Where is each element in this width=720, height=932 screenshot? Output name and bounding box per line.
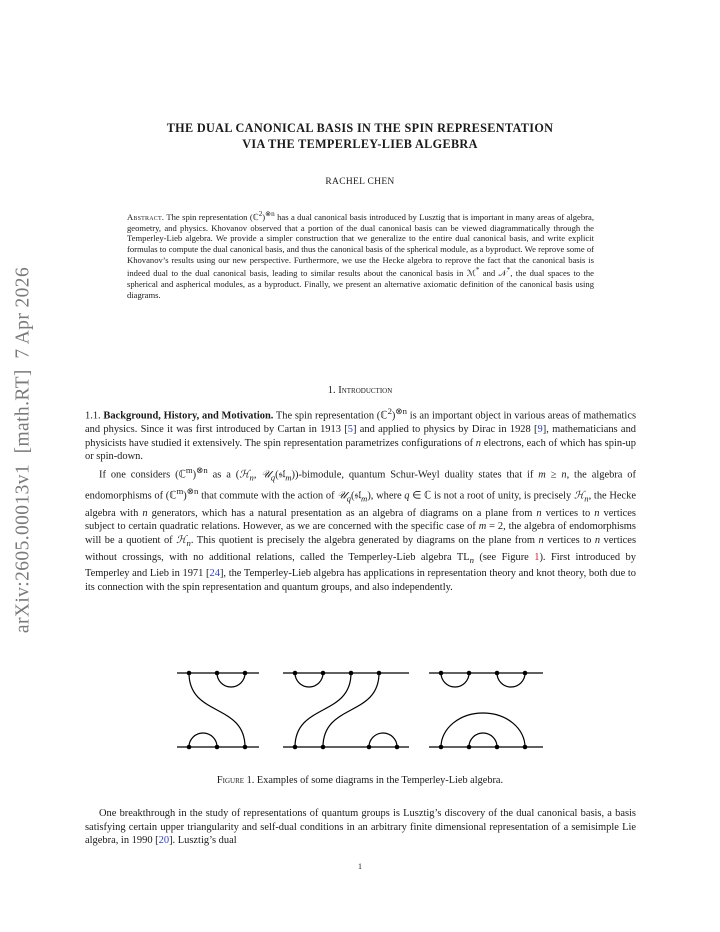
page-number: 1 [358, 862, 362, 871]
vertex-dot [523, 671, 528, 676]
paragraph-background: 1.1. Background, History, and Motivation. The spin representation (ℂ$^2$)$^{\otimes n}$ is an important object in various areas of mathematics and physics. Since it was first introduced by Cartan in 1913 [5] and applied to physics by Dirac in 1928 [9], mathematicians and physicists have studied it extensively. The spin representation parametrizes configurations of n electrons, each of which has spin-up or spin-down. [85, 406, 637, 463]
cap-strand [369, 733, 397, 747]
vertex-dot [395, 745, 400, 750]
vertex-dot [439, 745, 444, 750]
vertex-dot [293, 671, 298, 676]
vertex-dot [495, 745, 500, 750]
citation-link[interactable]: 20 [158, 835, 170, 847]
figure-caption-text: Examples of some diagrams in the Temperley-Lieb algebra. [254, 775, 504, 786]
introduction-body [85, 405, 636, 595]
cup-strand [497, 673, 525, 687]
title-line-1: THE DUAL CANONICAL BASIS IN THE SPIN REPRESENTATION [166, 121, 554, 135]
title-line-2: VIA THE TEMPERLEY-LIEB ALGEBRA [242, 136, 478, 151]
vertex-dot [187, 671, 192, 676]
vertex-dot [187, 745, 192, 750]
vertex-dot [243, 745, 248, 750]
figure-caption-label: Figure 1. [216, 775, 255, 786]
citation-link[interactable]: 24 [209, 568, 220, 580]
vertex-dot [439, 671, 444, 676]
vertex-dot [215, 671, 220, 676]
vertex-dot [321, 671, 326, 676]
vertex-dot [467, 671, 472, 676]
diagram-1 [177, 671, 259, 750]
vertex-dot [321, 745, 326, 750]
vertex-dot [349, 671, 354, 676]
abstract-label: Abstract. [127, 211, 165, 222]
vertex-dot [367, 745, 372, 750]
vertex-dot [467, 745, 472, 750]
figure-temperley-lieb-diagrams [173, 667, 553, 753]
figure-reference-link[interactable]: 1 [534, 551, 540, 563]
figure-caption [100, 775, 620, 786]
cup-strand [295, 673, 323, 687]
author-name: RACHEL CHEN [325, 177, 395, 187]
subsection-number: 1.1. [85, 410, 101, 422]
vertex-dot [523, 745, 528, 750]
vertex-dot [215, 745, 220, 750]
cup-strand [217, 673, 245, 687]
subsection-title: Background, History, and Motivation. [103, 410, 274, 422]
vertex-dot [495, 671, 500, 676]
vertex-dot [293, 745, 298, 750]
through-strand [295, 673, 351, 747]
vertex-dot [243, 671, 248, 676]
abstract: Abstract. The spin representation (ℂ$^2$)$^{\otimes n}$ has a dual canonical basis introduced by Lusztig that is important in many areas of algebra, geometry, and physics. Khovanov observed that a portion of the dual canonical basis can be viewed diagrammatically through the Temperley-Lieb algebra. We provide a simpler construction that we generalize to the entire dual canonical basis, and write explicit formulas to compute the dual canonical basis, and thus the canonical basis of the spherical module, as a byproduct. We reprove some of Khovanov’s results using our new perspective. Furthermore, we use the Hecke algebra to reprove the fact that the canonical basis is indeed dual to the dual canonical basis, leading to similar results about the canonical basis in ℳ* and 𝒩*, the dual spaces to the spherical and aspherical modules, as a byproduct. Finally, we present an alternative axiomatic definition of the canonical basis using diagrams. [127, 210, 594, 300]
section-heading-introduction: 1. Introduction [327, 385, 393, 396]
citation-link[interactable]: 9 [537, 424, 543, 436]
cap-strand [469, 733, 497, 747]
vertex-dot [377, 671, 382, 676]
through-strand [189, 673, 245, 747]
paragraph-lusztig: One breakthrough in the study of representations of quantum groups is Lusztig’s discovery of the dual canonical basis, a basis satisfying certain upper triangularity and self-dual conditions in an arbitrary finite dimensional representation of a semisimple Lie algebra, in 1990 [20]. Lusztig’s dual [85, 808, 636, 847]
cap-strand [189, 733, 217, 747]
through-strand [323, 673, 379, 747]
arxiv-identifier-stamp [4, 250, 44, 650]
cap-strand [441, 713, 525, 747]
arxiv-identifier-text: arXiv:2605.00013v1 [math.RT] 7 Apr 2026 [12, 266, 34, 634]
cup-strand [441, 673, 469, 687]
citation-link[interactable]: 5 [347, 424, 353, 436]
paper-title [100, 121, 620, 152]
paragraph-schur-weyl: If one considers (ℂ$^m$)$^{\otimes n}$ as a (ℋ$_n$, 𝒰$_q$(𝔰𝔩$_m$))-bimodule, quantum Schur-Weyl duality states that if m ≥ n, the algebra of endomorphisms of (ℂ$^m$)$^{\otimes n}$ that commute with the action of 𝒰$_q$(𝔰𝔩$_m$), where q ∈ ℂ is not a root of unity, is precisely ℋ$_n$, the Hecke algebra with n generators, which has a natural presentation as an algebra of diagrams on a plane from n vertices to n vertices subject to certain quadratic relations. However, as we are concerned with the specific case of m = 2, the algebra of endomorphisms will be a quotient of ℋ$_n$. This quotient is precisely the algebra generated by diagrams on the plane from n vertices to n vertices without crossings, with no additional relations, called the Temperley-Lieb algebra $TL_n$ (see Figure 1). First introduced by Temperley and Lieb in 1971 [24], the Temperley-Lieb algebra has applications in representation theory and knot theory, both due to its connection with the spin representation and quantum groups, and also independently. [85, 465, 637, 593]
diagram-3 [429, 671, 543, 750]
diagram-2 [283, 671, 409, 750]
